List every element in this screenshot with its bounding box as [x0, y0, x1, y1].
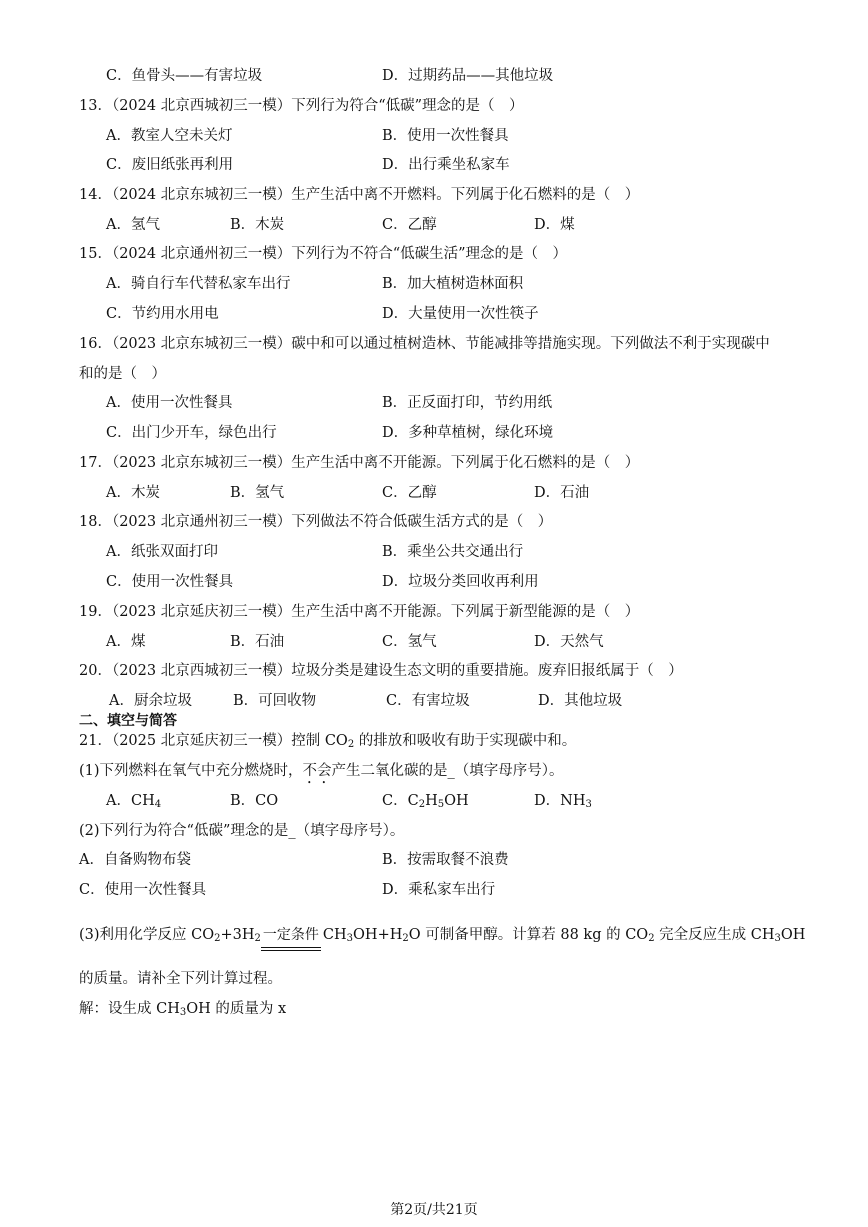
option-a: A．自备购物布袋 [79, 852, 191, 868]
option-d: D．垃圾分类回收再利用 [382, 574, 539, 590]
question-21: 21．（2025 北京延庆初三一模）控制 $CO_2$ 的排放和吸收有助于实现碳中和。 [79, 733, 577, 750]
question-17: 17．（2023 北京东城初三一模）生产生活中离不开能源。下列属于化石燃料的是（ ） [79, 455, 640, 471]
reaction-condition: 一定条件 [262, 927, 319, 943]
question-19: 19．（2023 北京延庆初三一模）生产生活中离不开能源。下列属于新型能源的是（ ） [79, 604, 640, 620]
solution-line: 解：设生成 $CH_3OH$ 的质量为 x [79, 1001, 287, 1018]
option-a: A．木炭 [106, 485, 160, 501]
option-d: D．天然气 [534, 634, 604, 650]
option-b: B．乘坐公共交通出行 [382, 544, 524, 560]
option-d: D．多种草植树，绿化环境 [382, 425, 554, 441]
question-13: 13．（2024 北京西城初三一模）下列行为符合“低碳”理念的是（ ） [79, 98, 524, 114]
option-d: D．出行乘坐私家车 [382, 157, 510, 173]
option-d: D．乘私家车出行 [382, 882, 496, 898]
option-a: A．厨余垃圾 [109, 693, 192, 709]
option-b: B．木炭 [230, 217, 285, 233]
option-c: C．使用一次性餐具 [79, 882, 207, 898]
option-c: C．使用一次性餐具 [106, 574, 234, 590]
section-heading: 二、填空与简答 [79, 713, 177, 729]
option-a: A．骑自行车代替私家车出行 [106, 276, 291, 292]
question-16-cont: 和的是（ ） [79, 366, 166, 382]
question-14: 14．（2024 北京东城初三一模）生产生活中离不开燃料。下列属于化石燃料的是（ ） [79, 187, 640, 203]
option-d: D．其他垃圾 [538, 693, 623, 709]
option-c: C．有害垃圾 [386, 693, 470, 709]
option-b: B．加大植树造林面积 [382, 276, 524, 292]
option-a: A．煤 [106, 634, 146, 650]
question-20: 20．（2023 北京西城初三一模）垃圾分类是建设生态文明的重要措施。废弃旧报纸属于（ ） [79, 663, 683, 679]
question-21-part-1: (1)下列燃料在氧气中充分燃烧时，不会产生二氧化碳的是_（填字母序号）。 [79, 763, 564, 779]
option-d: D．过期药品——其他垃圾 [382, 68, 554, 84]
option-c: C．氢气 [382, 634, 437, 650]
option-b: B．按需取餐不浪费 [382, 852, 509, 868]
option-c: C．鱼骨头——有害垃圾 [106, 68, 263, 84]
option-c: C．乙醇 [382, 485, 437, 501]
question-15: 15．（2024 北京通州初三一模）下列行为不符合“低碳生活”理念的是（ ） [79, 246, 568, 262]
option-c: C．节约用水用电 [106, 306, 219, 322]
question-18: 18．（2023 北京通州初三一模）下列做法不符合低碳生活方式的是（ ） [79, 514, 553, 530]
option-c: C．$C_2H_5OH$ [382, 793, 469, 810]
question-21-part-2: (2)下列行为符合“低碳”理念的是_（填字母序号）。 [79, 823, 405, 839]
option-b: B．使用一次性餐具 [382, 128, 509, 144]
question-21-part-3-cont: 的质量。请补全下列计算过程。 [79, 971, 282, 987]
option-a: A．氢气 [106, 217, 160, 233]
option-b: B．CO [230, 793, 279, 809]
option-d: D．$NH_3$ [534, 793, 592, 810]
option-b: B．石油 [230, 634, 285, 650]
page-number: 第2页/共21页 [390, 1202, 478, 1218]
option-a: A．纸张双面打印 [106, 544, 218, 560]
question-16: 16．（2023 北京东城初三一模）碳中和可以通过植树造林、节能减排等措施实现。下列做法不利于实现碳中 [79, 336, 770, 352]
option-a: A．教室人空未关灯 [106, 128, 233, 144]
option-a: A．$CH_4$ [106, 793, 162, 810]
option-b: B．正反面打印，节约用纸 [382, 395, 553, 411]
option-a: A．使用一次性餐具 [106, 395, 233, 411]
option-d: D．大量使用一次性筷子 [382, 306, 539, 322]
option-c: C．乙醇 [382, 217, 437, 233]
option-d: D．石油 [534, 485, 590, 501]
option-d: D．煤 [534, 217, 575, 233]
option-b: B．氢气 [230, 485, 285, 501]
option-c: C．出门少开车，绿色出行 [106, 425, 277, 441]
option-c: C．废旧纸张再利用 [106, 157, 234, 173]
question-21-part-3: (3)利用化学反应 $CO_2+3H_2$ 一定条件 $CH_3OH+H_2O$ 可制备甲醇。计算若 88 kg 的 $CO_2$ 完全反应生成 $CH_3OH$ [79, 925, 805, 945]
option-b: B．可回收物 [233, 693, 317, 709]
